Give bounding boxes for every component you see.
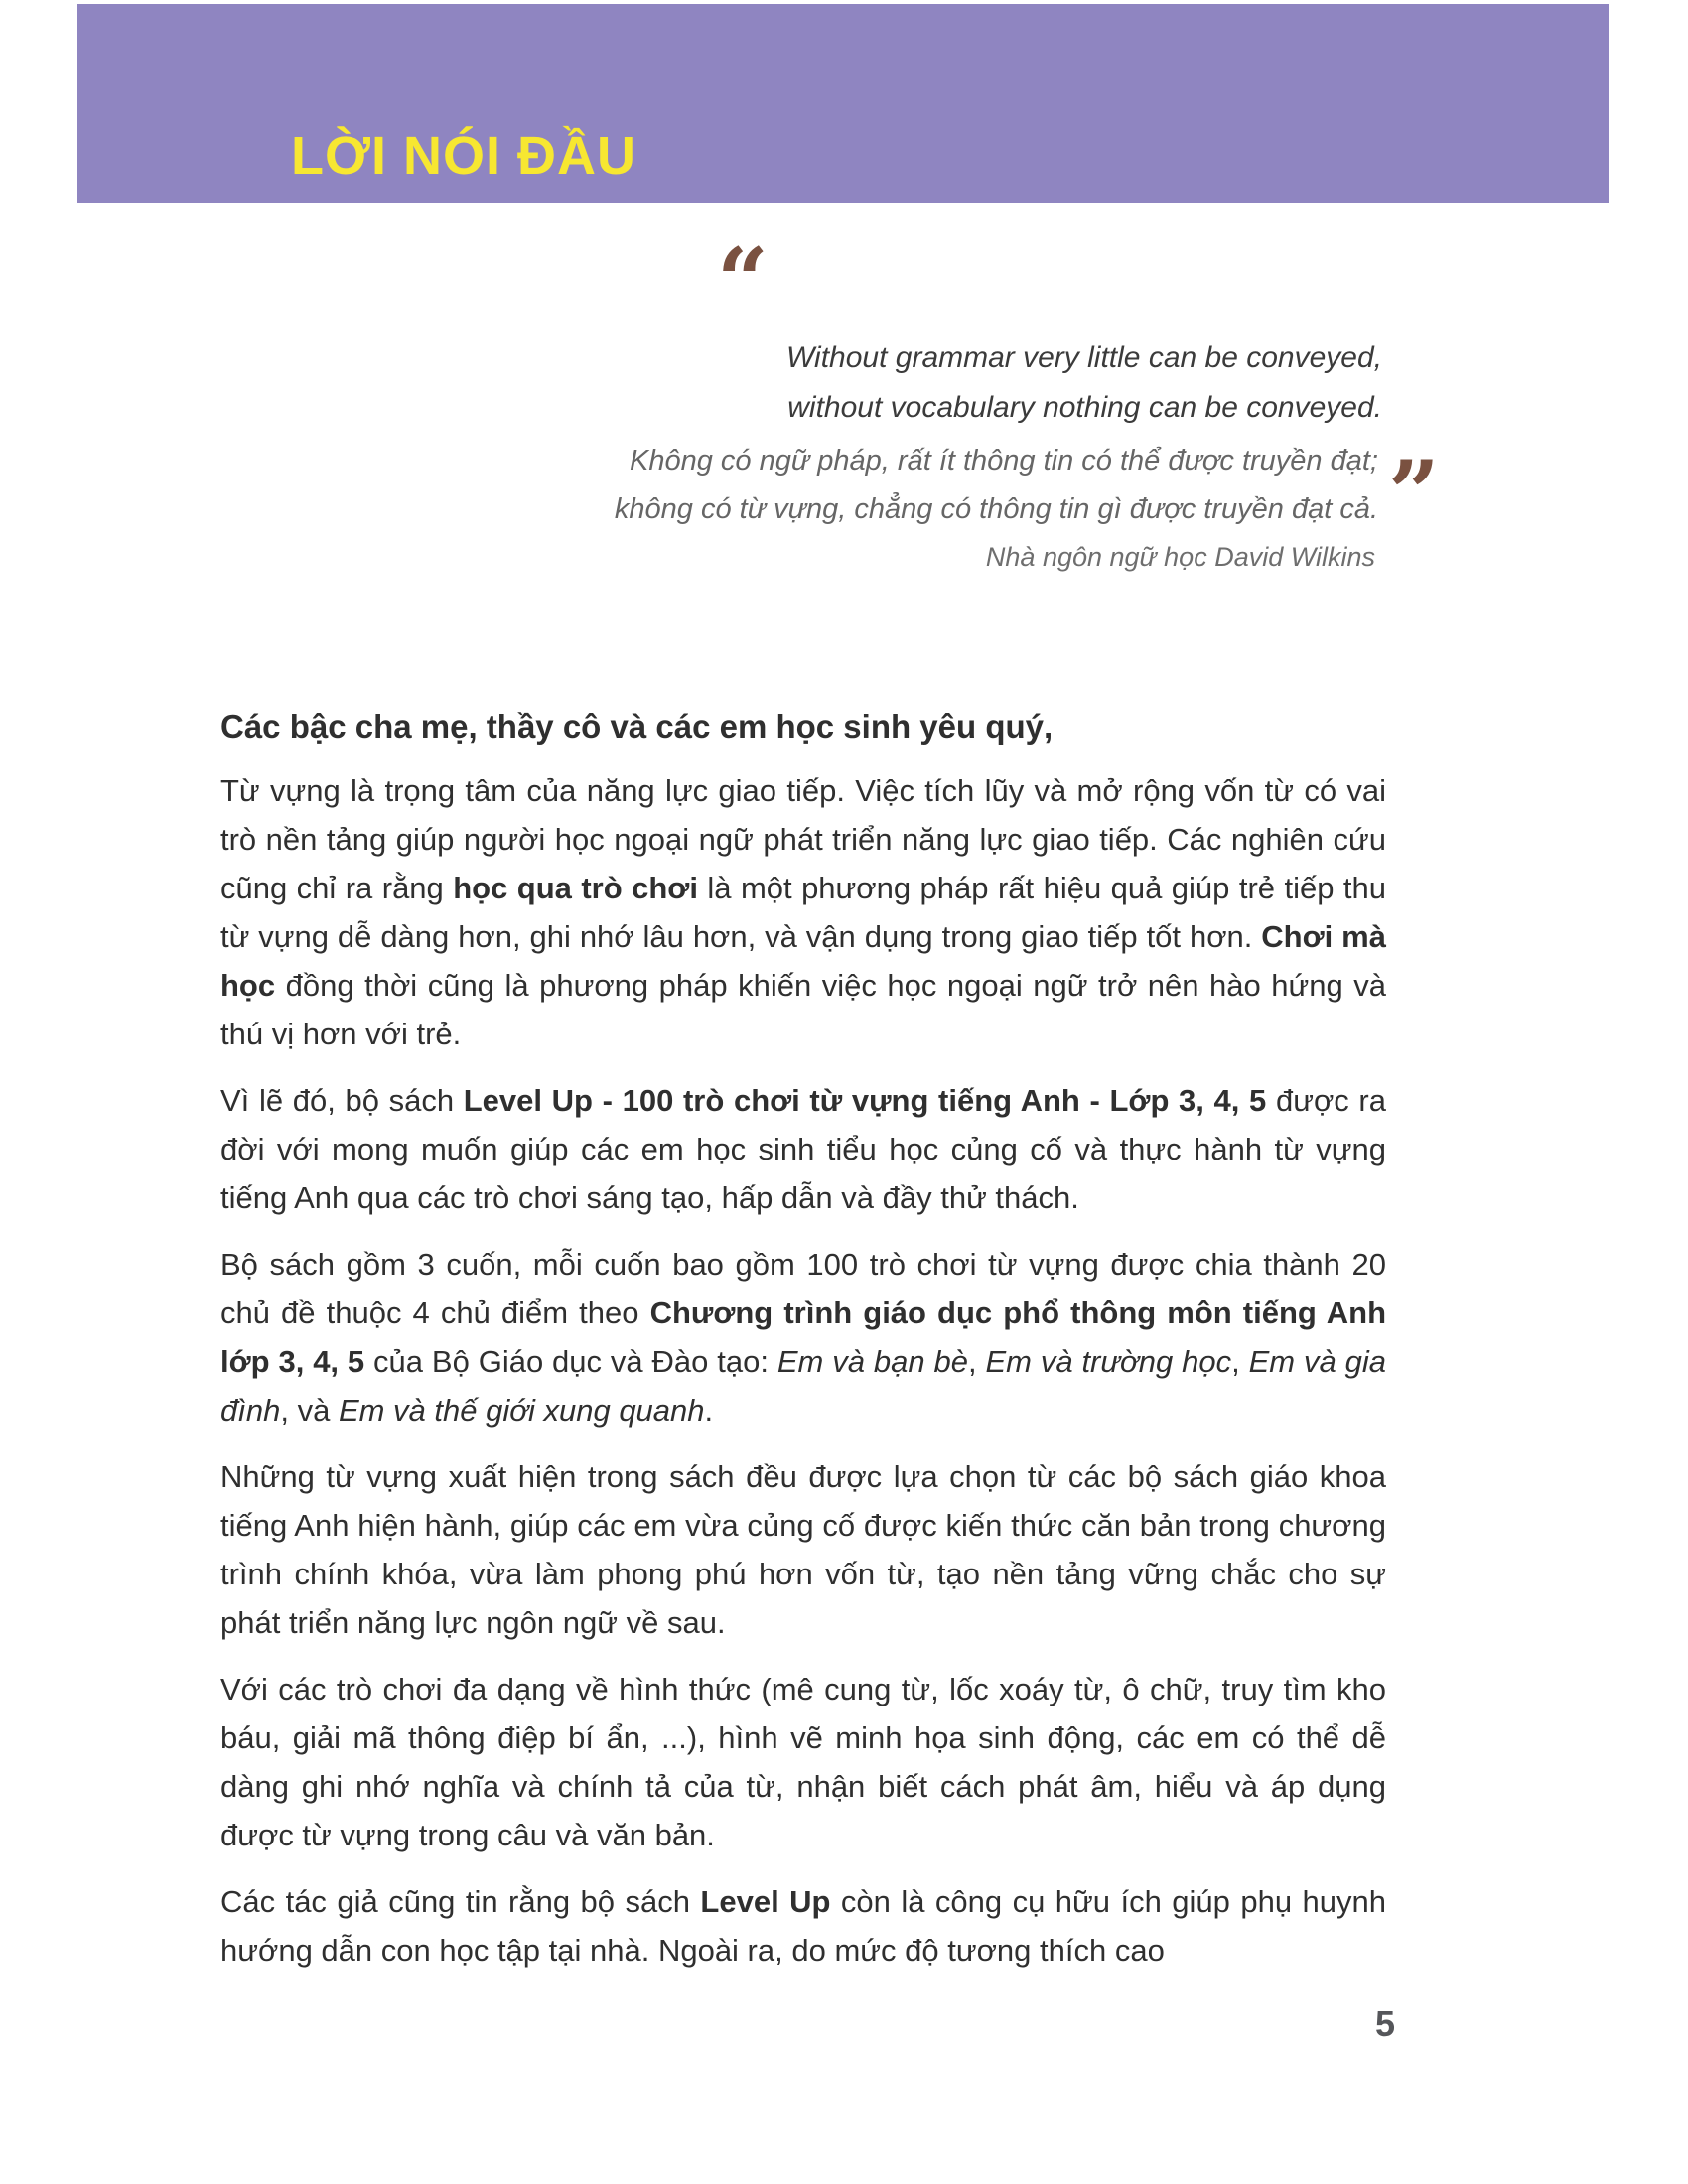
page-number: 5 [1375, 2003, 1396, 2044]
open-quote-icon: “ [717, 228, 769, 334]
quote-vietnamese-line-2: không có từ vựng, chẳng có thông tin gì được truyền đạt cả. [614, 493, 1378, 525]
paragraph-5: Với các trò chơi đa dạng về hình thức (mê cung từ, lốc xoáy từ, ô chữ, truy tìm kho báu, giải mã thông điệp bí ẩn, ...), hình vẽ minh họa sinh động, các em có thể dễ dàng ghi nhớ nghĩa và chính tả của từ, nhận biết cách phát âm, hiểu và áp dụng được từ vựng trong câu và văn bản. [220, 1672, 1386, 1852]
quote-vietnamese-line-1: Không có ngữ pháp, rất ít thông tin có thể được truyền đạt; [630, 445, 1378, 477]
paragraph-3: Bộ sách gồm 3 cuốn, mỗi cuốn bao gồm 100 trò chơi từ vựng được chia thành 20 chủ đề thuộc 4 chủ điểm theo Chương trình giáo dục phổ thông môn tiếng Anh lớp 3, 4, 5 của Bộ Giáo dục và Đào tạo: Em và bạn bè, Em và trường học, Em và gia đình, và Em và thế giới xung quanh. [220, 1247, 1387, 1428]
quote-attribution: Nhà ngôn ngữ học David Wilkins [985, 542, 1375, 572]
salutation: Các bậc cha mẹ, thầy cô và các em học sinh yêu quý, [220, 708, 1054, 745]
quote-english-line-2: without vocabulary nothing can be conveyed. [787, 391, 1382, 424]
paragraph-6: Các tác giả cũng tin rằng bộ sách Level Up còn là công cụ hữu ích giúp phụ huynh hướng dẫn con học tập tại nhà. Ngoài ra, do mức độ tương thích cao [220, 1884, 1386, 1968]
paragraph-2: Vì lẽ đó, bộ sách Level Up - 100 trò chơi từ vựng tiếng Anh - Lớp 3, 4, 5 được ra đời với mong muốn giúp các em học sinh tiểu học củng cố và thực hành từ vựng tiếng Anh qua các trò chơi sáng tạo, hấp dẫn và đầy thử thách. [220, 1083, 1386, 1215]
chapter-header-band [77, 4, 1609, 203]
close-quote-icon: ” [1388, 441, 1440, 546]
quote-english [786, 334, 1382, 433]
preface-body [220, 705, 1386, 1992]
page-title: LỜI NÓI ĐẦU [291, 126, 637, 186]
paragraph-1: Từ vựng là trọng tâm của năng lực giao tiếp. Việc tích lũy và mở rộng vốn từ có vai trò nền tảng giúp người học ngoại ngữ phát triển năng lực giao tiếp. Các nghiên cứu cũng chỉ ra rằng học qua trò chơi là một phương pháp rất hiệu quả giúp trẻ tiếp thu từ vựng dễ dàng hơn, ghi nhớ lâu hơn, và vận dụng trong giao tiếp tốt hơn. Chơi mà học đồng thời cũng là phương pháp khiến việc học ngoại ngữ trở nên hào hứng và thú vị hơn với trẻ. [220, 773, 1386, 1051]
paragraph-4: Những từ vựng xuất hiện trong sách đều được lựa chọn từ các bộ sách giáo khoa tiếng Anh hiện hành, giúp các em vừa củng cố được kiến thức căn bản trong chương trình chính khóa, vừa làm phong phú hơn vốn từ, tạo nền tảng vững chắc cho sự phát triển năng lực ngôn ngữ về sau. [220, 1459, 1386, 1640]
quote-vietnamese [615, 437, 1378, 534]
quote-english-line-1: Without grammar very little can be conveyed, [786, 341, 1382, 374]
